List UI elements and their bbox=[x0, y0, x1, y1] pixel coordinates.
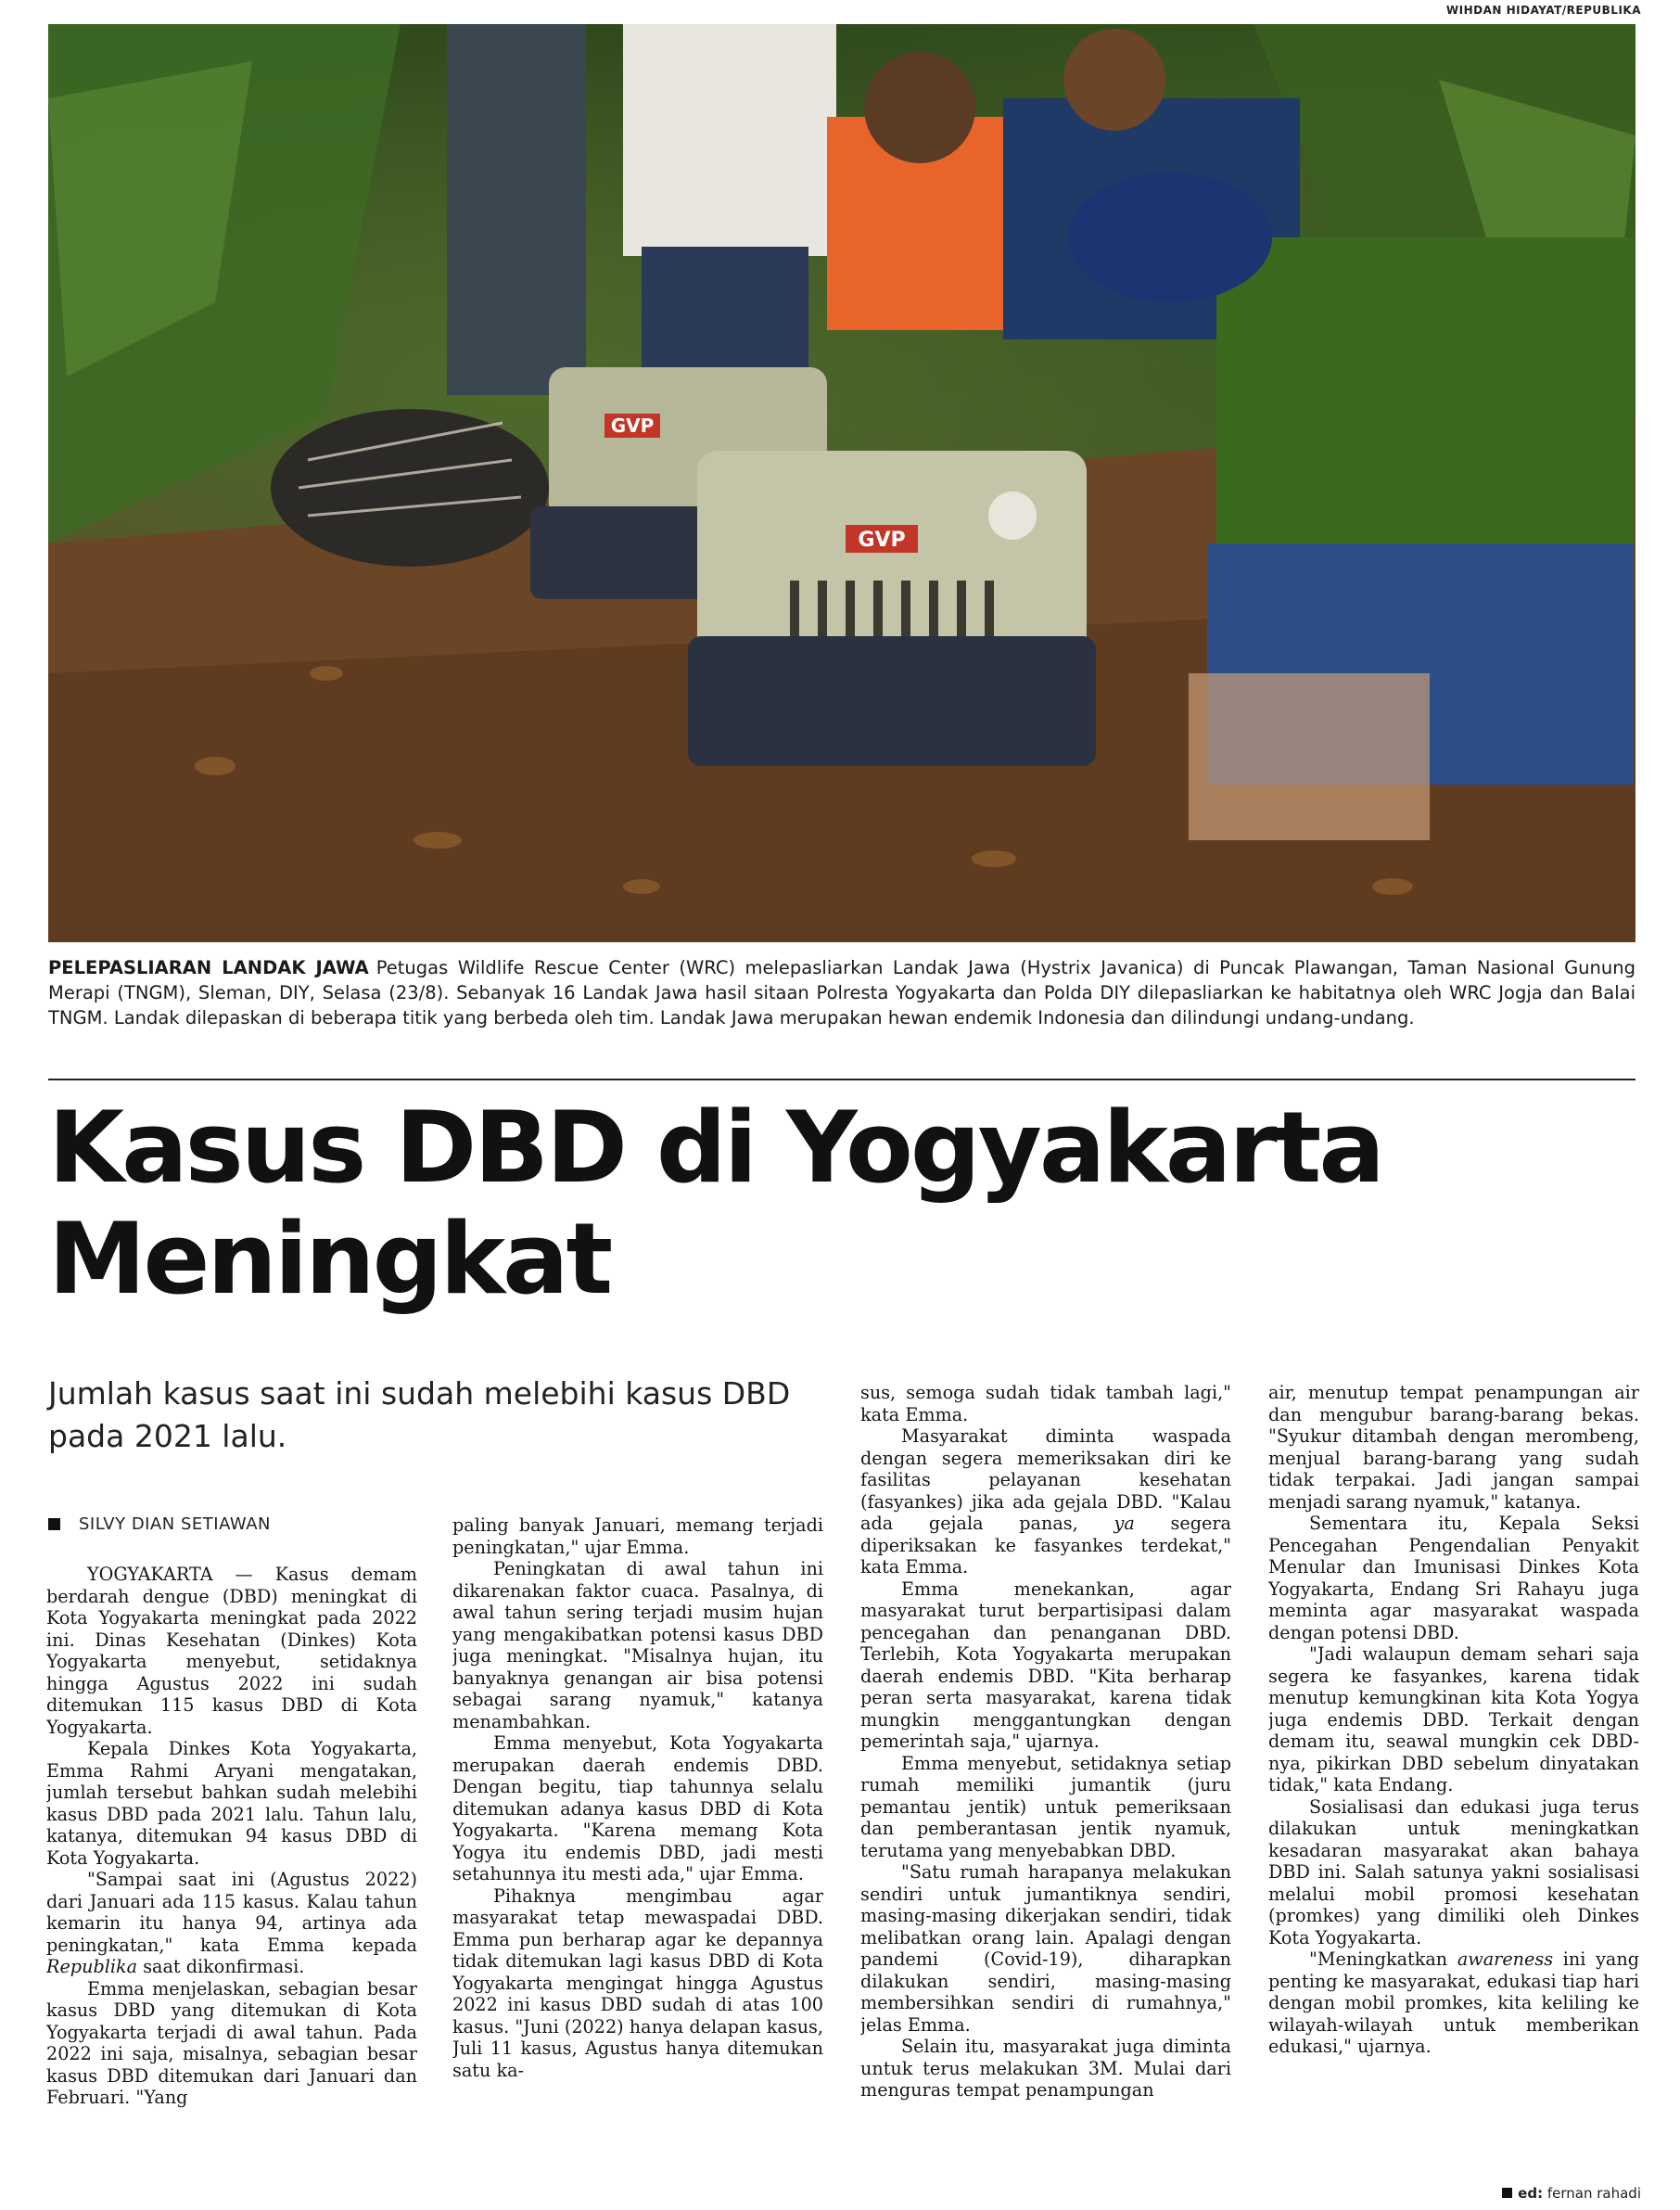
article-column-4 bbox=[1268, 1382, 1639, 2183]
byline-square-icon bbox=[48, 1518, 60, 1530]
cage-label-2: GVP bbox=[858, 529, 906, 552]
paragraph: Emma menjelaskan, sebagian besar kasus DBD yang ditemukan di Kota Yogyakarta terjadi di awal tahun. Pada 2022 ini saja, misalnya, sebagian besar kasus DBD ditemukan dari Januari dan Februari. "Yang bbox=[46, 1977, 417, 2108]
photo-credit: WIHDAN HIDAYAT/REPUBLIKA bbox=[1445, 4, 1641, 17]
paragraph: Selain itu, masyarakat juga diminta untuk terus melakukan 3M. Mulai dari menguras tempat penampungan bbox=[860, 2036, 1231, 2101]
paragraph: "Meningkatkan awareness ini yang penting ke masyarakat, edukasi tiap hari dengan mobil promkes, kita keliling ke wilayah-wilayah untuk memberikan edukasi," ujarnya. bbox=[1268, 1948, 1639, 2057]
paragraph: Peningkatan di awal tahun ini dikarenakan faktor cuaca. Pasalnya, di awal tahun sering terjadi musim hujan yang mengakibatkan potensi kasus DBD juga meningkat. "Misalnya hujan, itu banyaknya genangan air bisa potensi sebagai sarang nyamuk," katanya menambahkan. bbox=[452, 1558, 823, 1732]
publication-name: Republika bbox=[46, 1956, 138, 1977]
emphasis: awareness bbox=[1457, 1948, 1554, 1970]
paragraph: "Jadi walaupun demam sehari saja segera ke fasyankes, karena tidak menutup kemungkinan kita Kota Yogya juga endemis DBD. Terkait dengan demam itu, seawal mungkin cek DBD-nya, pikirkan DBD sebelum dinyatakan tidak," kata Endang. bbox=[1268, 1643, 1639, 1795]
emphasis: ya bbox=[1114, 1513, 1135, 1534]
paragraph: "Satu rumah harapanya melakukan sendiri untuk jumantiknya sendiri, masing-masing dikerjakan sendiri, tidak melibatkan orang lain. Apalagi dengan pandemi (Covid-19), diharapkan dilakukan sendiri, masing-masing membersihkan sendiri di rumahnya," jelas Emma. bbox=[860, 1861, 1231, 2036]
byline bbox=[48, 1514, 419, 1534]
paragraph: Kepala Dinkes Kota Yogyakarta, Emma Rahmi Aryani mengatakan, jumlah tersebut bahkan sudah melebihi kasus DBD pada 2021 lalu. Tahun lalu, katanya, ditemukan 94 kasus DBD di Kota Yogyakarta. bbox=[46, 1738, 417, 1869]
caption-title: PELEPASLIARAN LANDAK JAWA bbox=[48, 957, 369, 978]
paragraph: Emma menyebut, setidaknya setiap rumah memiliki jumantik (juru pemantau jentik) untuk pemeriksaan dan pemberantasan jentik nyamuk, terutama yang menyebabkan DBD. bbox=[860, 1752, 1231, 1861]
editor-credit bbox=[1446, 2185, 1641, 2202]
dateline: YOGYAKARTA — bbox=[87, 1564, 253, 1585]
paragraph: "Sampai saat ini (Agustus 2022) dari Januari ada 115 kasus. Kalau tahun kemarin itu hanya 94, artinya ada peningkatan," kata Emma kepada Republika saat dikonfirmasi. bbox=[46, 1869, 417, 1977]
paragraph: Emma menekankan, agar masyarakat turut berpartisipasi dalam pencegahan dan penanganan DBD. Terlebih, Kota Yogyakarta merupakan daerah endemis DBD. "Kita berharap peran serta masyarakat, karena tidak mungkin menggantungkan dengan pemerintah saja," ujarnya. bbox=[860, 1578, 1231, 1752]
editor-name: fernan rahadi bbox=[1546, 2185, 1641, 2202]
editor-square-icon bbox=[1502, 2188, 1512, 2198]
paragraph: paling banyak Januari, memang terjadi peningkatan," ujar Emma. bbox=[452, 1514, 823, 1558]
paragraph: Emma menyebut, Kota Yogyakarta merupakan daerah endemis DBD. Dengan begitu, tiap tahunnya selalu ditemukan adanya kasus DBD di Kota Yogyakarta. "Karena memang Kota Yogya itu endemis DBD, jadi mesti setahunnya itu mesti ada," ujar Emma. bbox=[452, 1732, 823, 1884]
news-photo bbox=[48, 24, 1635, 942]
photo-caption bbox=[48, 955, 1635, 1030]
photo-illustration bbox=[48, 24, 1635, 942]
paragraph bbox=[46, 1564, 417, 1738]
paragraph: sus, semoga sudah tidak tambah lagi," kata Emma. bbox=[860, 1382, 1231, 1425]
editor-prefix: ed: bbox=[1518, 2185, 1544, 2202]
headline-line-1: Kasus DBD di Yogyakarta bbox=[48, 1091, 1382, 1205]
paragraph: Sementara itu, Kepala Seksi Pencegahan Pengendalian Penyakit Menular dan Imunisasi Dinkes Kota Yogyakarta, Endang Sri Rahayu juga meminta agar masyarakat waspada dengan potensi DBD. bbox=[1268, 1513, 1639, 1643]
article-column-2 bbox=[452, 1514, 823, 2201]
section-divider bbox=[48, 1079, 1635, 1080]
article-deck: Jumlah kasus saat ini sudah melebihi kasus DBD pada 2021 lalu. bbox=[48, 1375, 791, 1454]
article-column-3 bbox=[860, 1382, 1231, 2201]
article-column-1 bbox=[46, 1564, 417, 2201]
paragraph: Masyarakat diminta waspada dengan segera memeriksakan diri ke fasilitas pelayanan kesehatan (fasyankes) jika ada gejala DBD. "Kalau ada gejala panas, ya segera diperiksakan ke fasyankes terdekat," kata Emma. bbox=[860, 1425, 1231, 1578]
paragraph: Pihaknya mengimbau agar masyarakat tetap mewaspadai DBD. Emma pun berharap agar ke depannya tidak ditemukan lagi kasus DBD di Kota Yogyakarta mengingat hingga Agustus 2022 ini kasus DBD sudah di atas 100 kasus. "Juni (2022) hanya delapan kasus, Juli 11 kasus, Agustus hanya ditemukan satu ka- bbox=[452, 1884, 823, 2081]
headline-line-2: Meningkat bbox=[48, 1202, 611, 1316]
paragraph: Sosialisasi dan edukasi juga terus dilakukan untuk meningkatkan kesadaran masyarakat akan bahaya DBD ini. Salah satunya yakni sosialisasi melalui mobil promosi kesehatan (promkes) yang dimiliki oleh Dinkes Kota Yogyakarta. bbox=[1268, 1795, 1639, 1948]
byline-author: SILVY DIAN SETIAWAN bbox=[79, 1514, 272, 1534]
paragraph: air, menutup tempat penampungan air dan mengubur barang-barang bekas. "Syukur ditambah dengan merombeng, menjual barang-barang yang sudah tidak terpakai. Jadi jangan sampai menjadi sarang nyamuk," katanya. bbox=[1268, 1382, 1639, 1513]
paragraph-text: Kasus demam berdarah dengue (DBD) meningkat di Kota Yogyakarta meningkat pada 2022 ini. Dinas Kesehatan (Dinkes) Kota Yogyakarta menyebut, setidaknya hingga Agustus 2022 ini sudah ditemukan 115 kasus DBD di Kota Yogyakarta. bbox=[46, 1564, 417, 1738]
caption-text: Petugas Wildlife Rescue Center (WRC) melepasliarkan Landak Jawa (Hystrix Javanica) di Puncak Plawangan, Taman Nasional Gunung Merapi (TNGM), Sleman, DIY, Selasa (23/8). Sebanyak 16 Landak Jawa hasil sitaan Polresta Yogyakarta dan Polda DIY dilepasliarkan ke habitatnya oleh WRC Jogja dan Balai TNGM. Landak dilepaskan di beberapa titik yang berbeda oleh tim. Landak Jawa merupakan hewan endemik Indonesia dan dilindungi undang-undang. bbox=[48, 957, 1635, 1028]
article-headline bbox=[48, 1092, 1635, 1315]
cage-label-1: GVP bbox=[610, 415, 655, 437]
